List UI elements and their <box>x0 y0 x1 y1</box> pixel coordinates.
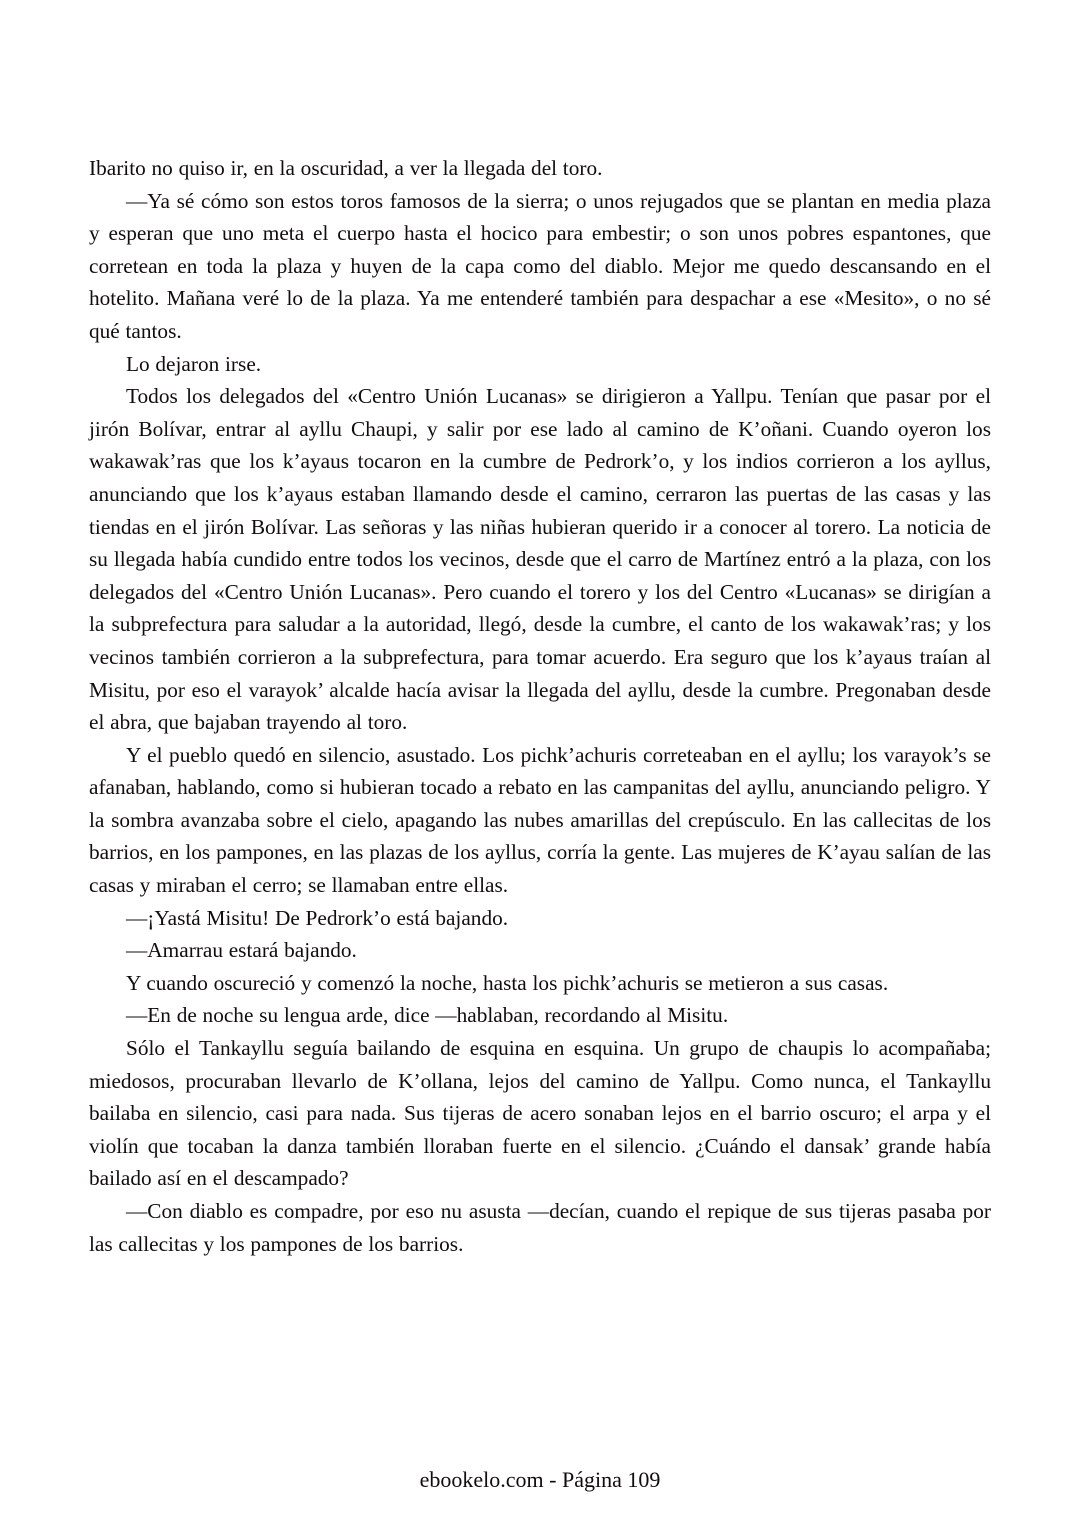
paragraph: Ibarito no quiso ir, en la oscuridad, a ver la llegada del toro. <box>89 156 603 180</box>
paragraph: —Ya sé cómo son estos toros famosos de la sierra; o unos rejugados que se plantan en media plaza y esperan que uno meta el cuerpo hasta el hocico para embestir; o son unos pobres espantones, que corretean en toda la plaza y huyen de la capa como del diablo. Mejor me quedo descansando en el hotelito. Mañana veré lo de la plaza. Ya me entenderé también para despachar a ese «Mesito», o no sé qué tantos. <box>89 188 991 343</box>
body-text-column <box>89 152 991 1260</box>
paragraph: Lo dejaron irse. <box>126 351 262 376</box>
dialogue-line: —¡Yastá Misitu! De Pedrork’o está bajando. <box>126 905 509 930</box>
paragraph: Sólo el Tankayllu seguía bailando de esquina en esquina. Un grupo de chaupis lo acompañaba; miedosos, procuraban llevarlo de K’ollana, lejos del camino de Yallpu. Como nunca, el Tankayllu bailaba en silencio, casi para nada. Sus tijeras de acero sonaban lejos en el barrio oscuro; el arpa y el violín que tocaban la danza también lloraban fuerte en el silencio. ¿Cuándo el dansak’ grande había bailado así en el descampado? <box>89 1036 991 1191</box>
paragraph: Todos los delegados del «Centro Unión Lucanas» se dirigieron a Yallpu. Tenían que pasar por el jirón Bolívar, entrar al ayllu Chaupi, y salir por ese lado al camino de K’oñani. Cuando oyeron los wakawak’ras que los k’ayaus tocaron en la cumbre de Pedrork’o, y los indios corrieron a los ayllus, anunciando que los k’ayaus estaban llamando desde el camino, cerraron las puertas de las casas y las tiendas en el jirón Bolívar. Las señoras y las niñas hubieran querido ir a conocer al torero. La noticia de su llegada había cundido entre todos los vecinos, desde que el carro de Martínez entró a la plaza, con los delegados del «Centro Unión Lucanas». Pero cuando el torero y los del Centro «Lucanas» se dirigían a la subprefectura para saludar a la autoridad, llegó, desde la cumbre, el canto de los wakawak’ras; y los vecinos también corrieron a la subprefectura, para tomar acuerdo. Era seguro que los k’ayaus traían al Misitu, por eso el varayok’ alcalde hacía avisar la llegada del ayllu, desde la cumbre. Pregonaban desde el abra, que bajaban trayendo al toro. <box>89 384 991 735</box>
dialogue-line: —Con diablo es compadre, por eso nu asusta —decían, cuando el repique de sus tijeras pasaba por las callecitas y los pampones de los barrios. <box>89 1199 991 1256</box>
dialogue-line: —Amarrau estará bajando. <box>126 938 357 963</box>
page-footer: ebookelo.com - Página 109 <box>419 1467 661 1492</box>
paragraph: Y cuando oscureció y comenzó la noche, hasta los pichk’achuris se metieron a sus casas. <box>126 970 889 995</box>
paragraph: Y el pueblo quedó en silencio, asustado. Los pichk’achuris correteaban en el ayllu; los varayok’s se afanaban, hablando, como si hubieran tocado a rebato en las campanitas del ayllu, anunciando peligro. Y la sombra avanzaba sobre el cielo, apagando las nubes amarillas del crepúsculo. En las callecitas de los barrios, en los pampones, en las plazas de los ayllus, corría la gente. Las mujeres de K’ayau salían de las casas y miraban el cerro; se llamaban entre ellas. <box>89 742 991 898</box>
dialogue-line: —En de noche su lengua arde, dice —hablaban, recordando al Misitu. <box>126 1003 729 1028</box>
